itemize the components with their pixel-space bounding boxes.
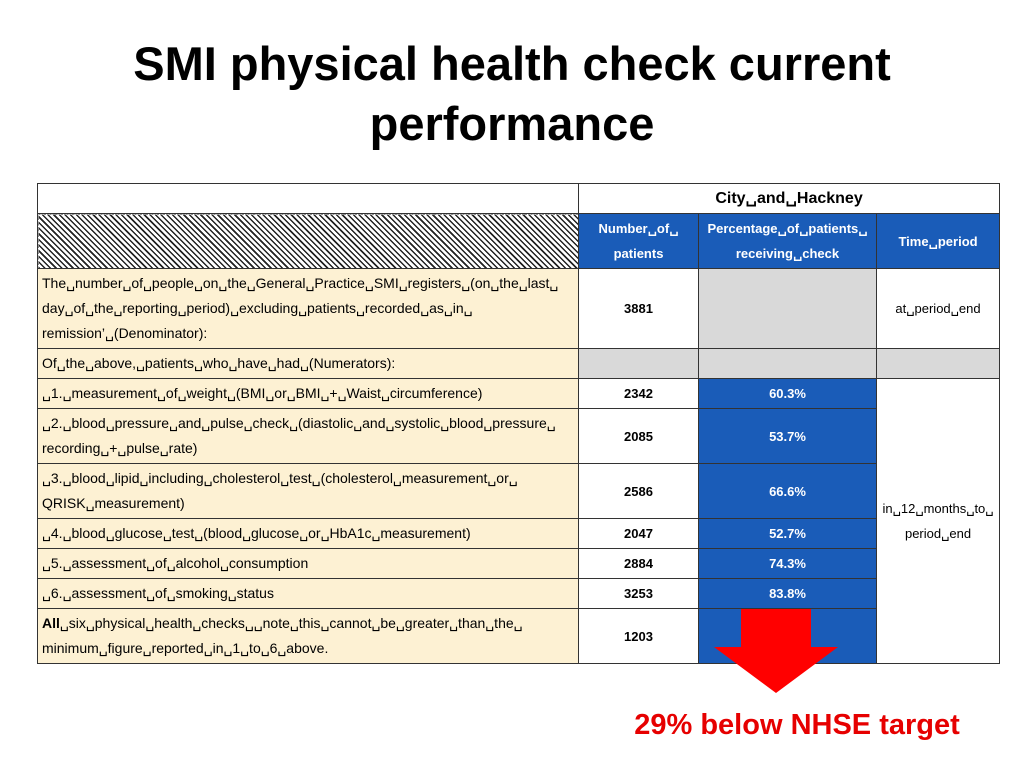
row-label: ␣6.␣assessment␣of␣smoking␣status	[38, 579, 579, 609]
row-number: 2342	[579, 379, 699, 409]
numerators-blank-time	[877, 349, 1000, 379]
performance-table	[37, 183, 1000, 664]
column-header-time-period: Time␣period	[877, 214, 1000, 269]
numerators-heading-row	[38, 349, 1000, 379]
row-label: ␣2.␣blood␣pressure␣and␣pulse␣check␣(diastolic␣and␣systolic␣blood␣pressure␣ recording␣+␣pulse␣rate)	[38, 409, 579, 464]
row-percentage: 53.7%	[699, 409, 877, 464]
header-blank-cell	[38, 184, 579, 214]
row-percentage: 52.7%	[699, 519, 877, 549]
denominator-value: 3881	[579, 269, 699, 349]
table-row	[38, 379, 1000, 409]
row-number: 2085	[579, 409, 699, 464]
row-label: ␣1.␣measurement␣of␣weight␣(BMI␣or␣BMI␣+␣Waist␣circumference)	[38, 379, 579, 409]
column-header-number: Number␣of␣ patients	[579, 214, 699, 269]
row-label: ␣5.␣assessment␣of␣alcohol␣consumption	[38, 549, 579, 579]
row-percentage: 83.8%	[699, 579, 877, 609]
row-number: 2047	[579, 519, 699, 549]
numerators-label: Of␣the␣above,␣patients␣who␣have␣had␣(Numerators):	[38, 349, 579, 379]
numerators-blank-percentage	[699, 349, 877, 379]
row-percentage: 60.3%	[699, 379, 877, 409]
table-row	[38, 464, 1000, 519]
down-arrow-shape	[714, 609, 838, 693]
all-checks-number: 1203	[579, 609, 699, 664]
region-header: City␣and␣Hackney	[579, 184, 1000, 214]
all-checks-label-lead: All	[42, 615, 60, 631]
hatched-cell	[38, 214, 579, 269]
all-checks-label-rest: ␣six␣physical␣health␣checks␣␣note␣this␣cannot␣be␣greater␣than␣the␣ minimum␣figure␣reported␣in␣1␣to␣6␣above.	[42, 615, 523, 656]
column-header-percentage: Percentage␣of␣patients␣ receiving␣check	[699, 214, 877, 269]
table-row	[38, 519, 1000, 549]
table-row	[38, 409, 1000, 464]
denominator-label: The␣number␣of␣people␣on␣the␣General␣Practice␣SMI␣registers␣(on␣the␣last␣ day␣of␣the␣reporting␣period)␣excluding␣patients␣recorded␣as␣in␣ remission’␣(Denominator):	[38, 269, 579, 349]
all-checks-row	[38, 609, 1000, 664]
region-header-row	[38, 184, 1000, 214]
row-label: ␣3.␣blood␣lipid␣including␣cholesterol␣test␣(cholesterol␣measurement␣or␣ QRISK␣measurement)	[38, 464, 579, 519]
down-arrow-icon	[714, 609, 838, 693]
all-checks-label	[38, 609, 579, 664]
numerators-blank-number	[579, 349, 699, 379]
denominator-time-period: at␣period␣end	[877, 269, 1000, 349]
row-number: 2884	[579, 549, 699, 579]
slide-title: SMI physical health check current performance	[133, 37, 891, 150]
row-percentage: 74.3%	[699, 549, 877, 579]
row-number: 3253	[579, 579, 699, 609]
denominator-row	[38, 269, 1000, 349]
column-header-row	[38, 214, 1000, 269]
numerators-time-period: in␣12␣months␣to␣ period␣end	[877, 379, 1000, 664]
row-number: 2586	[579, 464, 699, 519]
row-label: ␣4.␣blood␣glucose␣test␣(blood␣glucose␣or␣HbA1c␣measurement)	[38, 519, 579, 549]
table-row	[38, 579, 1000, 609]
table-row	[38, 549, 1000, 579]
row-percentage: 66.6%	[699, 464, 877, 519]
nhse-target-callout: 29% below NHSE target	[634, 709, 960, 741]
denominator-blank	[699, 269, 877, 349]
